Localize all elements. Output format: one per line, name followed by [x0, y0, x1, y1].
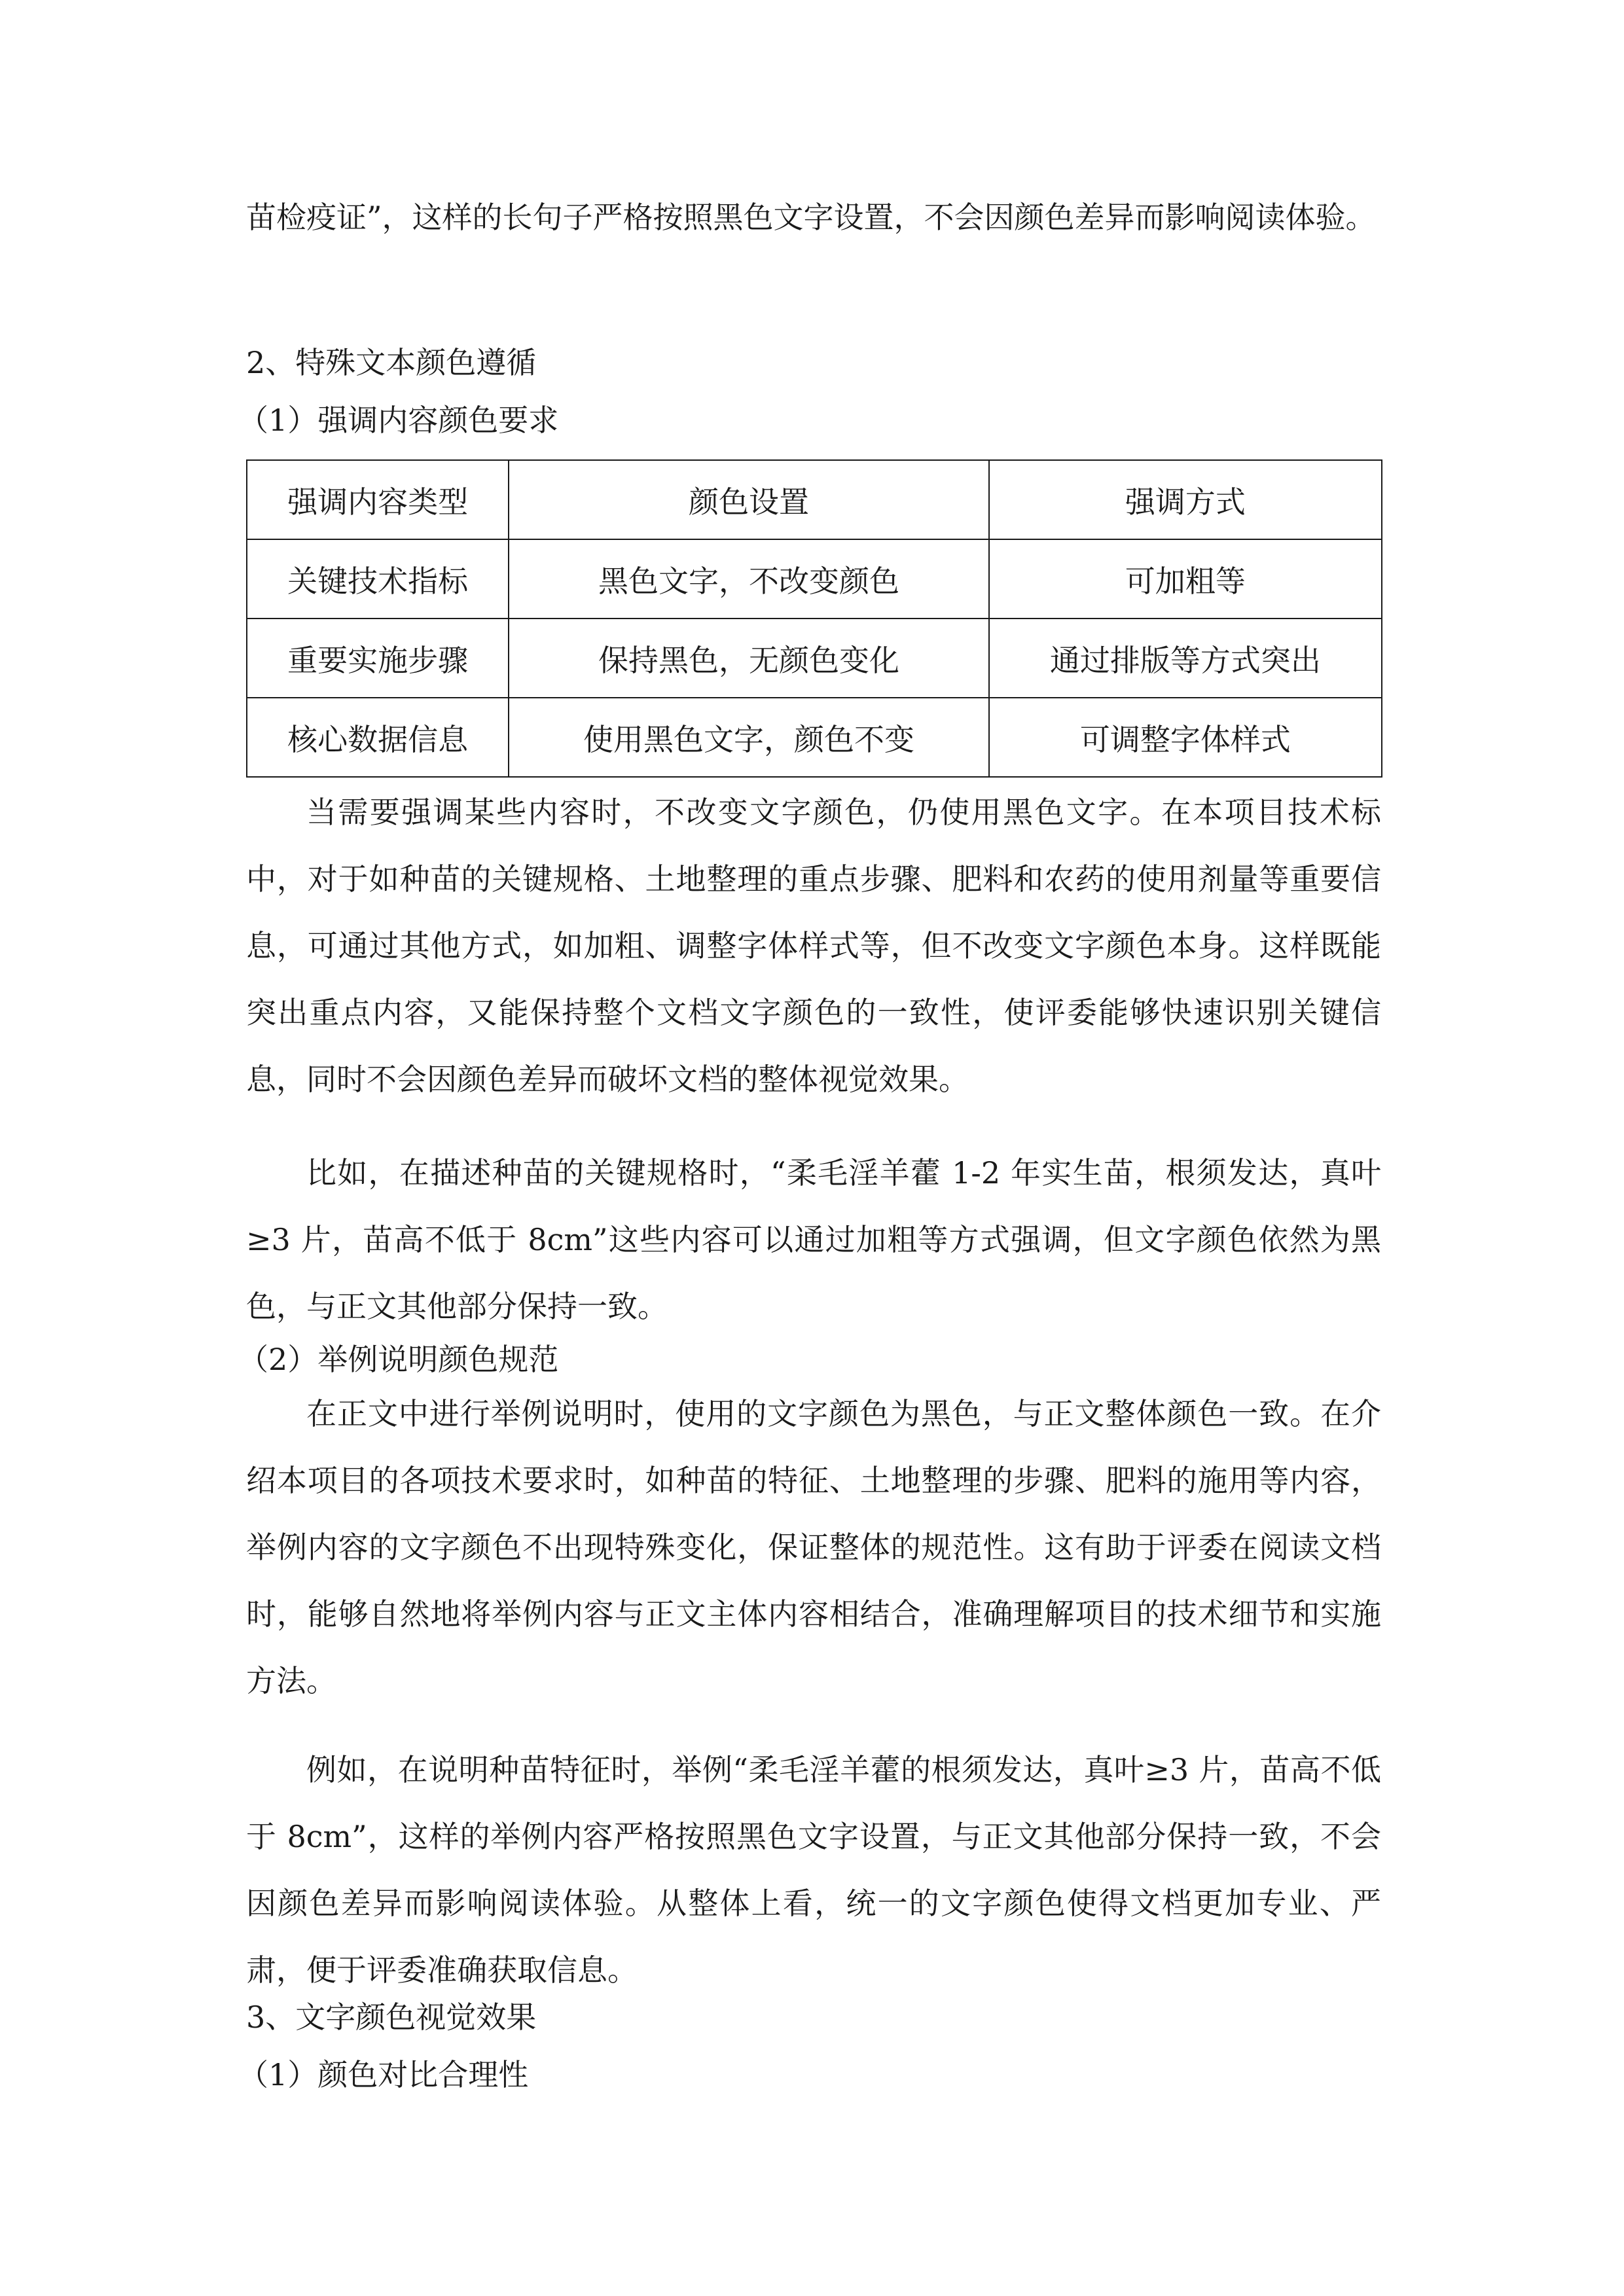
table-row [247, 539, 1382, 619]
section-3-heading: 3、文字颜色视觉效果 [246, 2000, 537, 2035]
table-cell: 关键技术指标 [247, 539, 509, 619]
table-cell: 保持黑色，无颜色变化 [509, 619, 989, 698]
table-cell: 重要实施步骤 [247, 619, 509, 698]
emphasis-color-table [246, 459, 1382, 778]
emphasis-paragraph: 当需要强调某些内容时，不改变文字颜色，仍使用黑色文字。在本项目技术标中，对于如种苗的关键规格、土地整理的重点步骤、肥料和农药的使用剂量等重要信息，可通过其他方式，如加粗、调整字体样式等，但不改变文字颜色本身。这样既能突出重点内容，又能保持整个文档文字颜色的一致性，使评委能够快速识别关键信息，同时不会因颜色差异而破坏文档的整体视觉效果。 [246, 795, 1381, 1097]
section-3-subsection-1-heading: （1）颜色对比合理性 [238, 2057, 529, 2092]
table-cell: 核心数据信息 [247, 698, 509, 777]
table-cell: 黑色文字，不改变颜色 [509, 539, 989, 619]
table-cell: 可加粗等 [989, 539, 1382, 619]
table-row [247, 698, 1382, 777]
table-header-cell: 强调内容类型 [247, 460, 509, 539]
subsection-1-heading: （1）强调内容颜色要求 [238, 403, 559, 438]
continuation-paragraph: 苗检疫证”，这样的长句子严格按照黑色文字设置，不会因颜色差异而影响阅读体验。 [246, 200, 1376, 235]
table-cell: 使用黑色文字，颜色不变 [509, 698, 989, 777]
table-cell: 通过排版等方式突出 [989, 619, 1382, 698]
table-row [247, 619, 1382, 698]
table-header-row [247, 460, 1382, 539]
example-paragraph: 例如，在说明种苗特征时，举例“柔毛淫羊藿的根须发达，真叶≥3 片，苗高不低于 8cm”，这样的举例内容严格按照黑色文字设置，与正文其他部分保持一致，不会因颜色差异而影响阅读体验。从整体上看，统一的文字颜色使得文档更加专业、严肃，便于评委准确获取信息。 [246, 1752, 1381, 1988]
subsection-2-heading: （2）举例说明颜色规范 [238, 1342, 559, 1377]
table-header-cell: 强调方式 [989, 460, 1382, 539]
table-cell: 可调整字体样式 [989, 698, 1382, 777]
emphasis-example-paragraph: 比如，在描述种苗的关键规格时，“柔毛淫羊藿 1-2 年实生苗，根须发达，真叶≥3 片，苗高不低于 8cm”这些内容可以通过加粗等方式强调，但文字颜色依然为黑色，与正文其他部分保持一致。 [246, 1155, 1381, 1324]
example-rule-paragraph: 在正文中进行举例说明时，使用的文字颜色为黑色，与正文整体颜色一致。在介绍本项目的各项技术要求时，如种苗的特征、土地整理的步骤、肥料的施用等内容，举例内容的文字颜色不出现特殊变化，保证整体的规范性。这有助于评委在阅读文档时，能够自然地将举例内容与正文主体内容相结合，准确理解项目的技术细节和实施方法。 [246, 1396, 1381, 1698]
table-header-cell: 颜色设置 [509, 460, 989, 539]
section-2-heading: 2、特殊文本颜色遵循 [246, 345, 537, 380]
